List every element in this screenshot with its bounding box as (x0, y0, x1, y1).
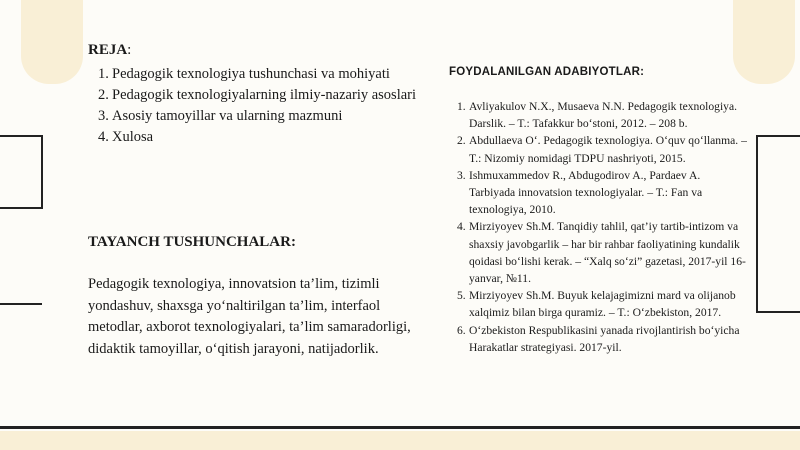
reja-item (98, 64, 418, 85)
reja-item-number: 4. (98, 129, 109, 145)
reja-item-number: 2. (98, 87, 109, 103)
decorative-tab-left (21, 0, 83, 84)
reja-list (98, 64, 418, 148)
reja-item-text: Pedagogik texnologiyalarning ilmiy-nazariy asoslari (112, 87, 417, 103)
reja-item (98, 106, 418, 127)
reference-number: 1. (457, 100, 466, 113)
reference-item (457, 98, 747, 132)
references-list (457, 98, 747, 356)
reference-item (457, 287, 747, 321)
reja-colon: : (127, 42, 132, 58)
reference-item (457, 322, 747, 356)
reference-number: 3. (457, 168, 466, 182)
reference-text: Abdullaeva O‘. Pedagogik texnologiya. O‘quv qo‘llanma. – T.: Nizomiy nomidagi TDPU nashriyoti, 2015. (469, 134, 747, 165)
reja-title: REJA (88, 42, 128, 58)
reja-item-text: Asosiy tamoyillar va ularning mazmuni (112, 108, 343, 124)
decorative-bracket-left (0, 135, 43, 209)
reja-heading (88, 42, 131, 59)
decorative-bracket-right (756, 135, 800, 313)
reja-item-number: 3. (98, 108, 109, 124)
reference-text: Mirziyoyev Sh.M. Tanqidiy tahlil, qat’iy tartib-intizom va shaxsiy javobgarlik – har bir rahbar faoliyatining kundalik qoidasi bo‘lishi kerak. – “Xalq so‘zi” gazetasi, 2017-yil 16-yanvar, №11. (469, 220, 746, 286)
reference-item (457, 167, 747, 219)
reference-item (457, 218, 747, 287)
reja-item-number: 1. (98, 66, 109, 82)
bottom-band (0, 431, 800, 450)
reference-number: 6. (457, 323, 466, 337)
decorative-tick-left (0, 303, 42, 305)
reference-number: 5. (457, 289, 466, 303)
reference-item (457, 132, 747, 166)
reja-item (98, 85, 418, 106)
reja-item-text: Xulosa (112, 129, 154, 145)
reference-number: 4. (457, 220, 466, 234)
decorative-tab-right (733, 0, 795, 84)
references-heading: FOYDALANILGAN ADABIYOTLAR: (449, 66, 645, 78)
reference-text: Ishmuxammedov R., Abdugodirov A., Pardaev A. Tarbiyada innovatsion texnologiyalar. – T.: Fan va texnologiya, 2010. (469, 168, 703, 217)
reference-number: 2. (457, 134, 466, 148)
reference-text: Avliyakulov N.X., Musaeva N.N. Pedagogik texnologiya. Darslik. – T.: Tafakkur bo‘stoni, 2012. – 208 b. (469, 100, 738, 131)
tayanch-heading: TAYANCH TUSHUNCHALAR: (88, 234, 296, 250)
reference-text: O‘zbekiston Respublikasini yanada rivojlantirish bo‘yicha Harakatlar strategiyasi. 2017-yil. (469, 323, 740, 354)
reja-item (98, 127, 418, 148)
tayanch-text: Pedagogik texnologiya, innovatsion ta’lim, tizimli yondashuv, shaxsga yo‘naltirilgan ta’lim, interfaol metodlar, axborot texnologiyalari, ta’lim samaradorligi, didaktik tamoyillar, o‘qitish jarayoni, natijadorlik. (88, 276, 411, 357)
reja-item-text: Pedagogik texnologiya tushunchasi va mohiyati (112, 66, 390, 82)
reference-text: Mirziyoyev Sh.M. Buyuk kelajagimizni mard va olijanob xalqimiz bilan birga quramiz. – T.: O‘zbekiston, 2017. (469, 289, 736, 320)
bottom-divider (0, 426, 800, 429)
